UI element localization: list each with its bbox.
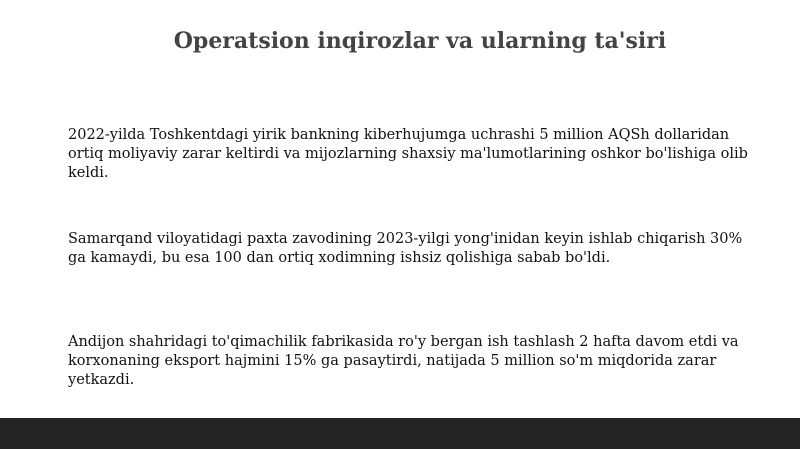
slide-title: Operatsion inqirozlar va ularning ta'siri [173, 28, 667, 54]
paragraph-bank-cyberattack: 2022-yilda Toshkentdagi yirik bankning kiberhujumga uchrashi 5 million AQSh dollaridan ortiq moliyaviy zarar keltirdi va mijozlarning shaxsiy ma'lumotlarining oshkor bo'lishiga olib keldi. [68, 127, 748, 181]
paragraph-cotton-factory-fire: Samarqand viloyatidagi paxta zavodining 2023-yilgi yong'inidan keyin ishlab chiqarish 30% ga kamaydi, bu esa 100 dan ortiq xodimning ishsiz qolishiga sabab bo'ldi. [68, 231, 743, 266]
paragraph-textile-strike: Andijon shahridagi to'qimachilik fabrikasida ro'y bergan ish tashlash 2 hafta davom etdi va korxonaning eksport hajmini 15% ga pasaytirdi, natijada 5 million so'm miqdorida zarar yetkazdi. [68, 334, 739, 388]
bottom-bar [0, 418, 800, 449]
